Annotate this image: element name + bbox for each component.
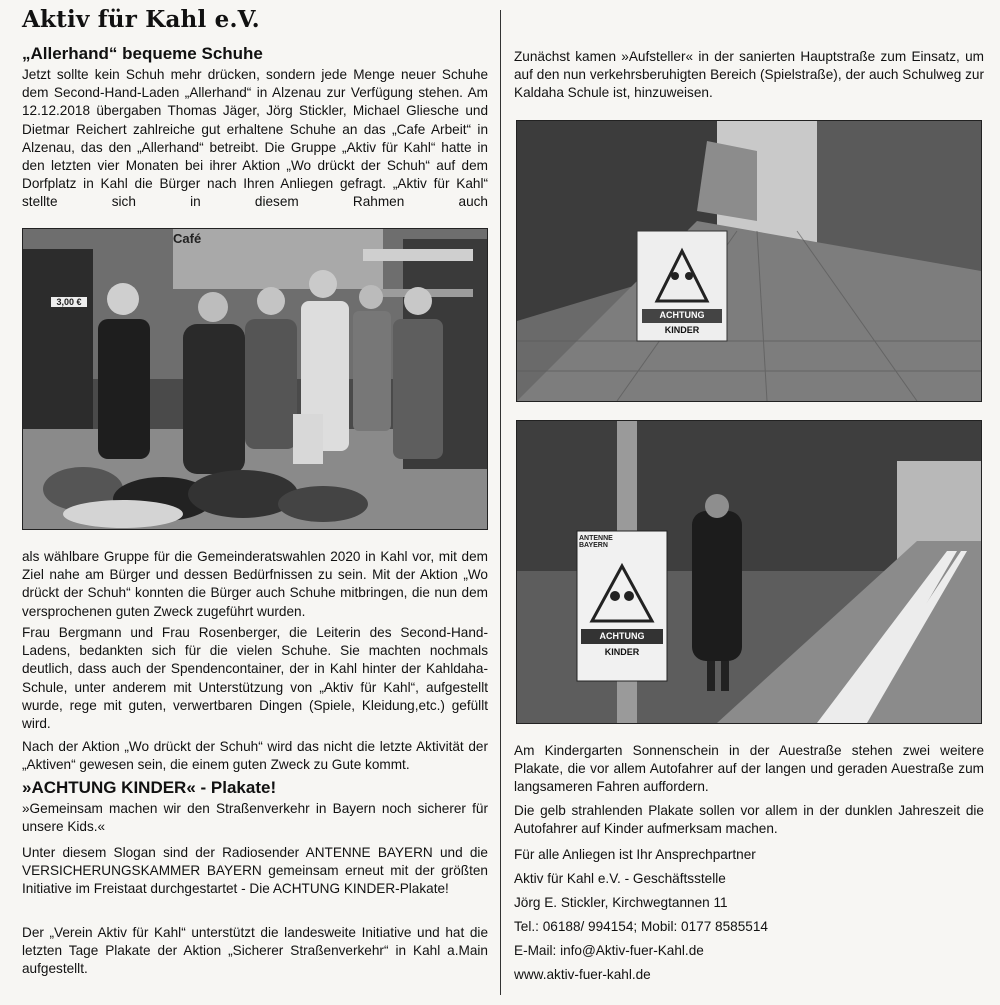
price-tag: 3,00 €: [51, 297, 87, 307]
article2-quote: »Gemeinsam machen wir den Straßenverkehr in Bayern noch sicherer für unsere Kids.«: [22, 801, 488, 835]
sign1-line2: KINDER: [664, 325, 700, 335]
contact-phone: Tel.: 06188/ 994154; Mobil: 0177 8585514: [514, 919, 768, 934]
article1-headline: „Allerhand“ bequeme Schuhe: [22, 44, 263, 63]
street-sign-photo: [516, 120, 982, 402]
contact-address: Jörg E. Stickler, Kirchwegtannen 11: [514, 895, 728, 910]
article2-para4: Die gelb strahlenden Plakate sollen vor allem in der dunklen Jahreszeit die Autofahrer auf Kinder aufmerksam machen.: [514, 803, 984, 837]
column-divider: [500, 10, 501, 995]
masthead: Aktiv für Kahl e.V.: [22, 6, 260, 33]
sign2-brand: ANTENNE BAYERN: [579, 535, 613, 549]
left-column: [22, 0, 488, 1005]
contact-email[interactable]: E-Mail: info@Aktiv-fuer-Kahl.de: [514, 943, 704, 958]
article2-headline: »ACHTUNG KINDER« - Plakate!: [22, 778, 277, 797]
article1-continued: als wählbare Gruppe für die Gemeinderatswahlen 2020 in Kahl vor, mit dem Ziel nahe am Bürger und dessen Bedürfnissen zu sein. Mit der Aktion „Wo drückt der Schuh“ konnten die Bürger auch Schuhe mitbringen, die nun dem versprochenen guten Zweck zugeführt wurden.: [22, 549, 488, 619]
cafe-sign-text: Café: [173, 231, 202, 246]
shoe-handover-photo: [22, 228, 488, 530]
article2-para3: Am Kindergarten Sonnenschein in der Auestraße stehen zwei weitere Plakate, die vor allem Autofahrer auf der langen und geraden Auestraße zum langsameren Fahren auffordern.: [514, 743, 984, 795]
article1-intro: Jetzt sollte kein Schuh mehr drücken, sondern jede Menge neuer Schuhe dem Second-Hand-Laden „Allerhand“ in Alzenau zur Verfügung stehen. Am 12.12.2018 übergaben Thomas Jäger, Jörg Stickler, Michael Gliesche und Dietmar Reichert zahlreiche gut erhaltene Schuhe an das „Cafe Arbeit“ in Alzenau, das den „Allerhand“ betreibt. Die Gruppe „Aktiv für Kahl“ hatte in den letzten vier Monaten bei ihrer Aktion „Wo drückt der Schuh“ auf dem Dorfplatz in Kahl die Bürger nach Ihren Anliegen gefragt. „Aktiv für Kahl“ stellte sich in diesem Rahmen auch: [22, 67, 488, 210]
sign1-line1: ACHTUNG: [659, 310, 705, 320]
right-column: [514, 0, 984, 1005]
auestrasse-sign-photo: [516, 420, 982, 724]
contact-org: Aktiv für Kahl e.V. - Geschäftsstelle: [514, 871, 726, 886]
contact-website[interactable]: www.aktiv-fuer-kahl.de: [514, 967, 651, 982]
sign2-line1: ACHTUNG: [599, 631, 645, 641]
article2-para2: Der „Verein Aktiv für Kahl“ unterstützt die landesweite Initiative und hat die letzten Tage Plakate der Aktion „Sicherer Straßenverkehr“ in Kahl a.Main aufgestellt.: [22, 925, 488, 977]
contact-lead: Für alle Anliegen ist Ihr Ansprechpartner: [514, 847, 756, 862]
article1-para3: Nach der Aktion „Wo drückt der Schuh“ wird das nicht die letzte Aktivität der „Aktiven“ gewesen sein, die einem guten Zweck zu Gute kommt.: [22, 739, 488, 773]
article1-para2: Frau Bergmann und Frau Rosenberger, die Leiterin des Second-Hand-Ladens, bedankten sich für die vielen Schuhe. Sie machten nochmals deutlich, dass auch der Spendencontainer, der in Kahl hinter der Kahldaha-Schule, unter anderem mit Unterstützung von „Aktiv für Kahl“, aufgestellt wurde, rege mit guten, verwertbaren Dingen (Spiele, Kleidung,etc.) gefüllt wird.: [22, 625, 488, 732]
sign2-line2: KINDER: [604, 647, 640, 657]
article2-para1: Unter diesem Slogan sind der Radiosender ANTENNE BAYERN und die VERSICHERUNGSKAMMER BAYERN gemeinsam erneut mit der größten Initiative im Freistaat durchgestartet - Die ACHTUNG KINDER-Plakate!: [22, 845, 488, 897]
article2-right-intro: Zunächst kamen »Aufsteller« in der sanierten Hauptstraße zum Einsatz, um auf den nun verkehrsberuhigten Bereich (Spielstraße), der auch Schulweg zur Kaldaha Schule ist, hinzuweisen.: [514, 49, 984, 101]
